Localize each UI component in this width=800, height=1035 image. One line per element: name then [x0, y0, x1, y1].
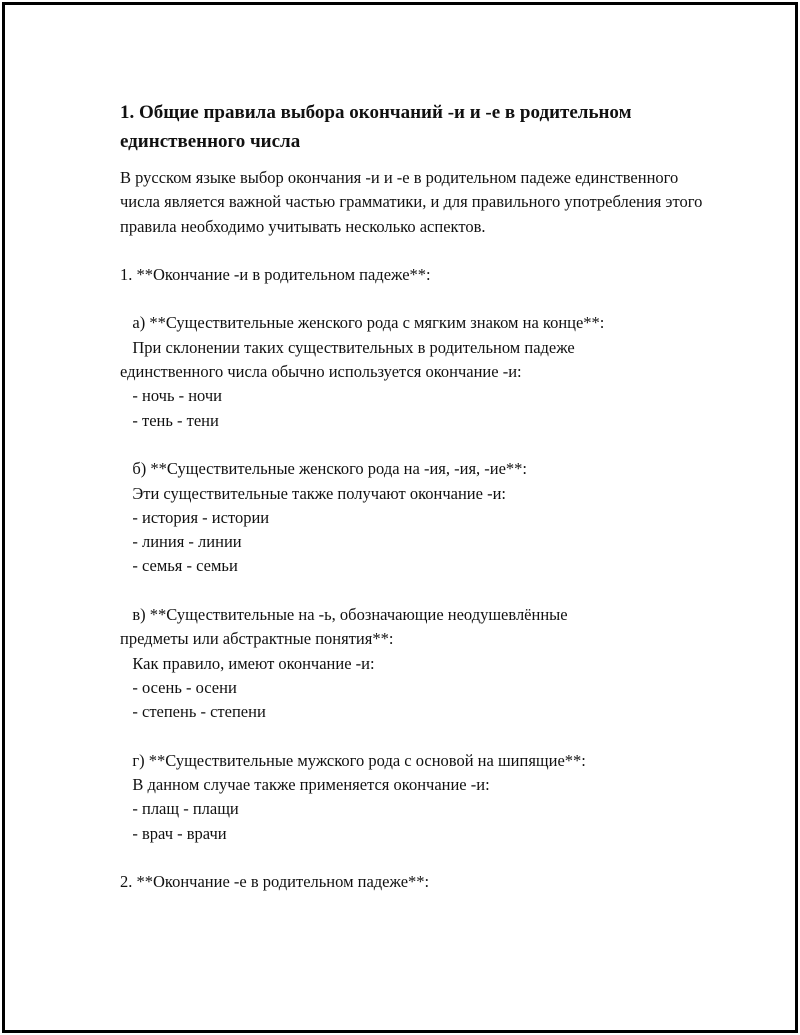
text-line — [120, 725, 710, 749]
page-frame — [2, 2, 798, 1033]
section-heading: 1. Общие правила выбора окончаний -и и -е в родительном единственного числа — [120, 102, 632, 152]
text-line: - осень - осени — [120, 677, 237, 697]
text-line: в) **Существительные на -ь, обозначающие неодушевлённые — [120, 605, 568, 625]
text-line: предметы или абстрактные понятия**: — [120, 629, 394, 649]
text-line — [120, 287, 710, 311]
text-line: - ночь - ночи — [120, 386, 222, 406]
text-line: б) **Существительные женского рода на -ия, -ия, -ие**: — [120, 459, 528, 479]
document-content — [120, 98, 710, 895]
text-line: 1. **Окончание -и в родительном падеже**: — [120, 264, 431, 284]
text-line: Эти существительные также получают окончание -и: — [120, 483, 506, 503]
text-line: - линия - линии — [120, 532, 242, 552]
text-line: При склонении таких существительных в родительном падеже — [120, 337, 575, 357]
text-line — [120, 846, 710, 870]
intro-paragraph: В русском языке выбор окончания -и и -е в родительном падеже единственного числа является важной частью грамматики, и для правильного употребления этого правила необходимо учитывать несколько аспектов. — [120, 168, 703, 236]
text-line: - врач - врачи — [120, 823, 227, 843]
text-line — [120, 579, 710, 603]
text-line: г) **Существительные мужского рода с основой на шипящие**: — [120, 750, 586, 770]
text-line: - плащ - плащи — [120, 799, 239, 819]
text-line: - история - истории — [120, 507, 270, 527]
text-line: - тень - тени — [120, 410, 219, 430]
text-line: - семья - семьи — [120, 556, 238, 576]
text-line: В данном случае также применяется окончание -и: — [120, 775, 490, 795]
text-line — [120, 433, 710, 457]
text-line: - степень - степени — [120, 702, 266, 722]
text-line: 2. **Окончание -е в родительном падеже**: — [120, 872, 430, 892]
text-line: единственного числа обычно используется окончание -и: — [120, 362, 522, 382]
text-line: Как правило, имеют окончание -и: — [120, 653, 375, 673]
text-line: а) **Существительные женского рода с мягким знаком на конце**: — [120, 313, 605, 333]
